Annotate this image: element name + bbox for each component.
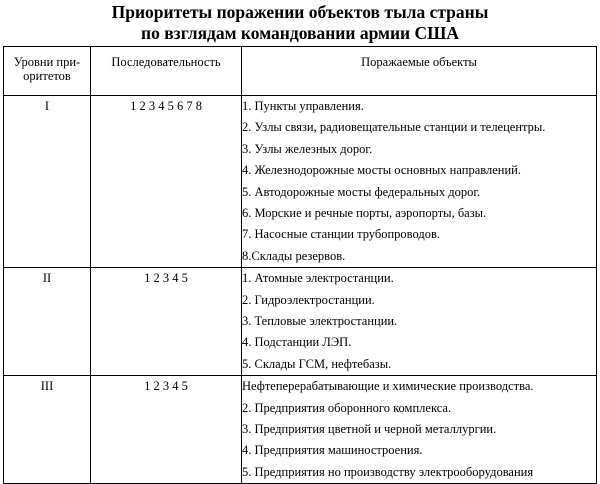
list-item: 4. Предприятия машиностроения. [242, 443, 423, 458]
table-row [4, 96, 597, 268]
list-item: 4. Железнодорожные мосты основных направлений. [242, 163, 521, 178]
list-item: 5. Автодорожные мосты федеральных дорог. [242, 184, 481, 199]
table-row [4, 268, 597, 376]
list-item: 1. Пункты управления. [242, 99, 364, 113]
list-item: 1. Атомные электростанции. [242, 271, 394, 286]
header-sequence-label: Последовательность [111, 55, 221, 69]
sequence-cell: 1 2 3 4 5 [91, 268, 242, 376]
header-priority-levels-label: Уровни при- оритетов [13, 55, 81, 83]
objects-cell [242, 96, 597, 268]
title-line-1: Приоритеты поражении объектов тыла страны [111, 2, 489, 22]
list-item: 2. Предприятия оборонного комплекса. [242, 400, 452, 415]
list-item: 6. Морские и речные порты, аэропорты, базы. [242, 205, 487, 220]
priority-table [3, 46, 597, 484]
objects-cell [242, 268, 597, 376]
objects-list [242, 376, 596, 483]
list-item: 8.Склады резервов. [242, 248, 346, 263]
list-item: 3. Тепловые электростанции. [242, 313, 398, 328]
title-line-2: по взглядам командовании армии США [141, 23, 459, 43]
list-item: 3. Предприятия цветной и черной металлургии. [242, 421, 497, 436]
objects-list [242, 268, 596, 375]
list-item: 7. Насосные станции трубопроводов. [242, 227, 441, 242]
sequence-cell: 1 2 3 4 5 [91, 376, 242, 484]
list-item: 5. Предприятия но производству электрооборудования [242, 464, 534, 479]
priority-level-cell: I [4, 96, 91, 268]
objects-list [242, 96, 596, 267]
header-priority-levels [4, 47, 91, 96]
header-sequence [91, 47, 242, 96]
table-header-row [4, 47, 597, 96]
list-item: Нефтеперерабатывающие и химические производства. [242, 379, 534, 394]
header-target-objects [242, 47, 597, 96]
priority-level-cell: III [4, 376, 91, 484]
objects-cell [242, 376, 597, 484]
list-item: 5. Склады ГСМ, нефтебазы. [242, 356, 392, 371]
list-item: 3. Узлы железных дорог. [242, 141, 373, 156]
header-target-objects-label: Поражаемые объекты [361, 55, 477, 69]
table-row [4, 376, 597, 484]
list-item: 4. Подстанции ЛЭП. [242, 335, 352, 350]
document-title [0, 2, 600, 44]
list-item: 2. Узлы связи, радиовещательные станции и телецентры. [242, 120, 546, 135]
priority-level-cell: II [4, 268, 91, 376]
sequence-cell: 1 2 3 4 5 6 7 8 [91, 96, 242, 268]
list-item: 2. Гидроэлектростанции. [242, 292, 375, 307]
